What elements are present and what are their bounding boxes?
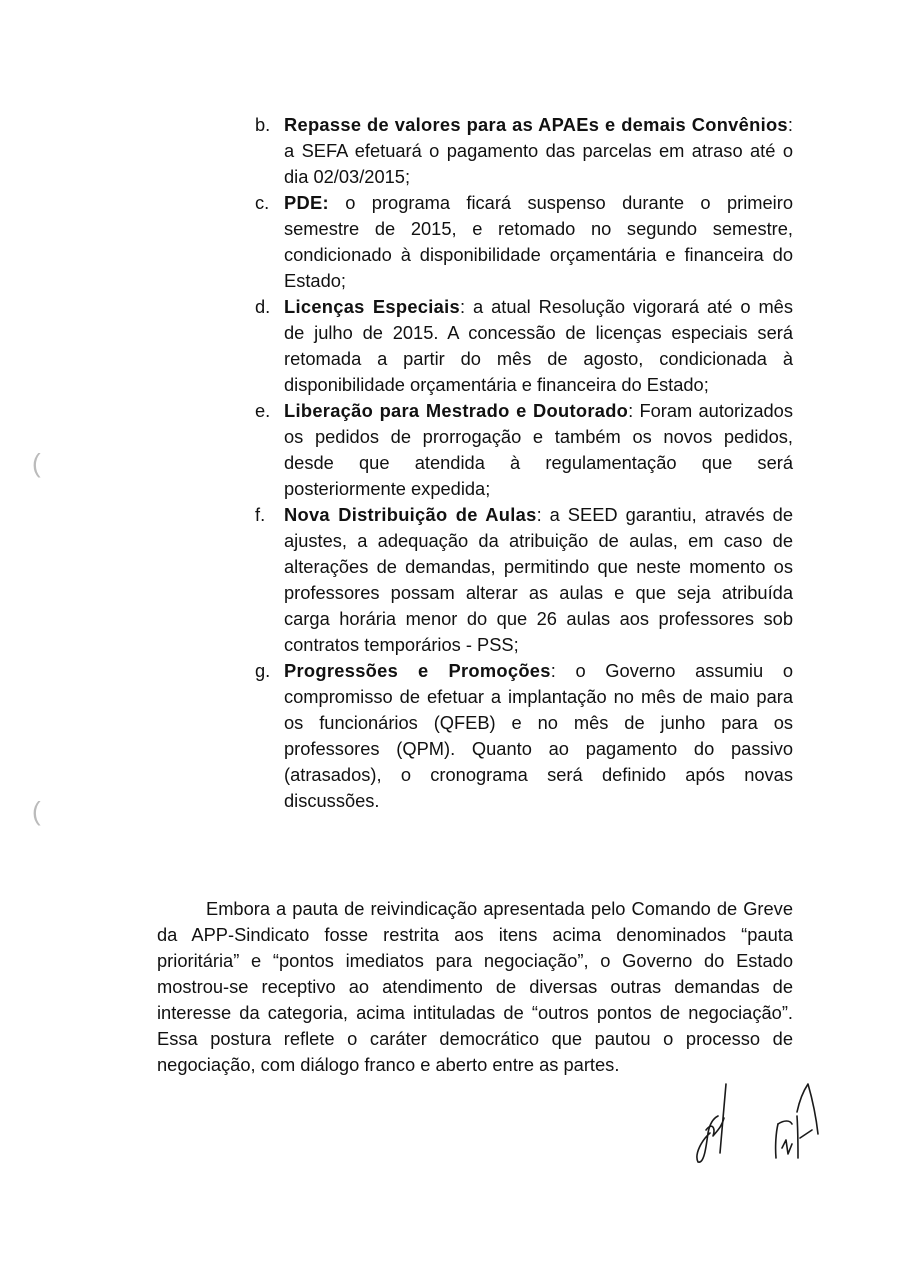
list-item <box>255 398 793 502</box>
list-item <box>255 294 793 398</box>
initials-stroke <box>720 1084 726 1153</box>
initials-stroke <box>776 1124 778 1158</box>
punch-hole-mark: ( <box>32 796 41 826</box>
negotiation-items-list <box>255 112 793 814</box>
initials-stroke <box>697 1116 718 1162</box>
item-marker: b. <box>255 114 271 135</box>
item-heading: PDE: <box>284 192 329 213</box>
list-item <box>255 502 793 658</box>
item-marker: d. <box>255 296 271 317</box>
item-heading: Repasse de valores para as APAEs e demais Convênios <box>284 114 788 135</box>
item-text: a atual Resolução vigorará até o mês de julho de 2015. A concessão de licenças especiais será retomada a partir do mês de agosto, condicionada à disponibilidade orçamentária e financeira do Estado; <box>284 296 793 395</box>
list-item <box>255 658 793 814</box>
item-separator: : <box>536 504 542 525</box>
item-marker: g. <box>255 660 271 681</box>
item-text: o Governo assumiu o compromisso de efetuar a implantação no mês de maio para os funcionários (QFEB) e no mês de junho para os professores (QPM). Quanto ao pagamento do passivo (atrasados), o cronograma será definido após novas discussões. <box>284 660 793 811</box>
item-separator: : <box>787 114 793 135</box>
list-item <box>255 190 793 294</box>
item-separator: : <box>628 400 634 421</box>
item-separator: : <box>550 660 556 681</box>
punch-hole-mark: ( <box>32 448 41 478</box>
item-text: a SEED garantiu, através de ajustes, a adequação da atribuição de aulas, em caso de alterações de demandas, permitindo que neste momento os professores possam alterar as aulas e que seja atribuída carga horária menor do que 26 aulas aos professores sob contratos temporários - PSS; <box>284 504 793 655</box>
initials-stroke <box>778 1121 792 1124</box>
initials-stroke <box>782 1140 792 1154</box>
item-marker: c. <box>255 192 270 213</box>
item-text: a SEFA efetuará o pagamento das parcelas em atraso até o dia 02/03/2015; <box>284 140 793 187</box>
initials-stroke <box>797 1116 798 1158</box>
item-separator: : <box>459 296 466 317</box>
list-item <box>255 112 793 190</box>
item-heading: Nova Distribuição de Aulas <box>284 504 537 525</box>
closing-paragraph: Embora a pauta de reivindicação apresentada pelo Comando de Greve da APP-Sindicato fosse restrita aos itens acima denominados “pauta prioritária” e “pontos imediatos para negociação”, o Governo do Estado mostrou-se receptivo ao atendimento de diversas outras demandas de interesse da categoria, acima intituladas de “outros pontos de negociação”. Essa postura reflete o caráter democrático que pautou o processo de negociação, com diálogo franco e aberto entre as partes. <box>157 898 793 1075</box>
item-marker: f. <box>255 504 266 525</box>
initials-stroke <box>797 1084 818 1134</box>
item-heading: Liberação para Mestrado e Doutorado <box>284 400 629 421</box>
initials-stroke <box>800 1130 812 1138</box>
item-heading: Progressões e Promoções <box>284 660 551 681</box>
handwritten-initials <box>680 1078 830 1168</box>
item-text: Foram autorizados os pedidos de prorrogação e também os novos pedidos, desde que atendida à regulamentação que será posteriormente expedida; <box>284 400 793 499</box>
item-marker: e. <box>255 400 271 421</box>
item-heading: Licenças Especiais <box>284 296 460 317</box>
item-text: o programa ficará suspenso durante o primeiro semestre de 2015, e retomado no segundo semestre, condicionado à disponibilidade orçamentária e financeira do Estado; <box>284 192 793 291</box>
